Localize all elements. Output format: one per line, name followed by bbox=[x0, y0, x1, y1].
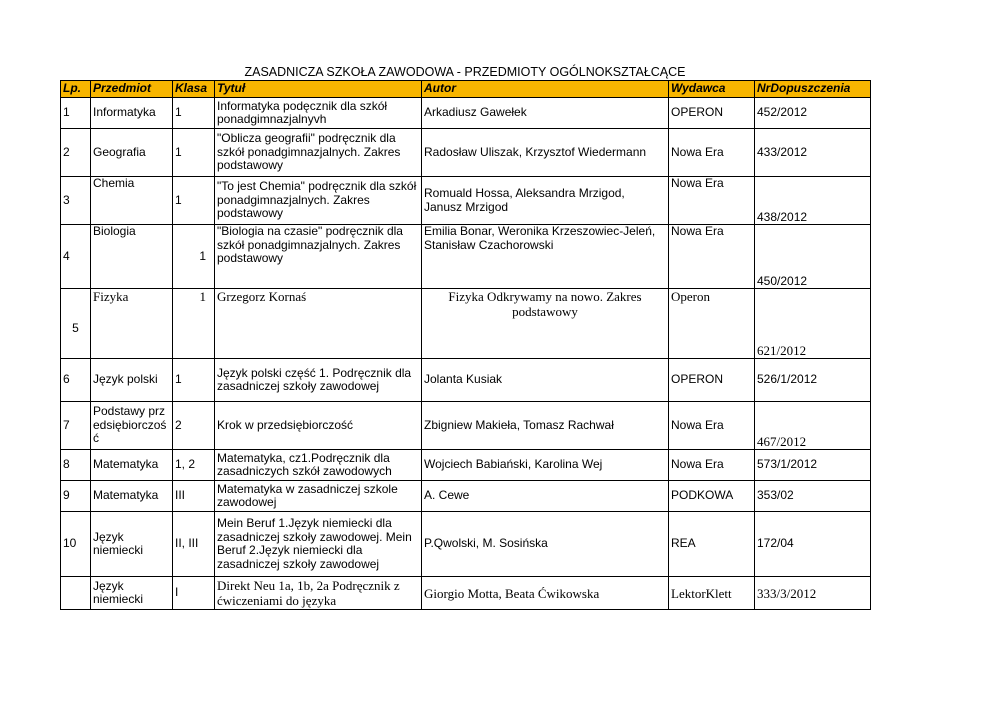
table-row bbox=[61, 450, 871, 481]
cell-wydawca: REA bbox=[669, 512, 755, 577]
header-wydawca: Wydawca bbox=[669, 81, 755, 98]
cell-tytul: "Biologia na czasie" podręcznik dla szkół ponadgimnazjalnych. Zakres podstawowy bbox=[215, 225, 422, 289]
cell-autor: Arkadiusz Gawełek bbox=[422, 98, 669, 129]
cell-nr: 172/04 bbox=[755, 512, 871, 577]
textbook-table bbox=[60, 80, 871, 610]
cell-autor: Jolanta Kusiak bbox=[422, 359, 669, 402]
cell-tytul: Mein Beruf 1.Język niemiecki dla zasadniczej szkoły zawodowej. Mein Beruf 2.Język niemiecki dla zasadniczej szkoły zawodowej bbox=[215, 512, 422, 577]
table-row bbox=[61, 225, 871, 289]
cell-nr: 452/2012 bbox=[755, 98, 871, 129]
table-row bbox=[61, 98, 871, 129]
cell-klasa: III bbox=[173, 481, 215, 512]
cell-przedmiot: Język polski bbox=[91, 359, 173, 402]
cell-autor: P.Qwolski, M. Sosińska bbox=[422, 512, 669, 577]
table-row bbox=[61, 512, 871, 577]
cell-klasa: 1 bbox=[173, 177, 215, 225]
cell-przedmiot: Matematyka bbox=[91, 481, 173, 512]
cell-tytul: Matematyka, cz1.Podręcznik dla zasadniczych szkół zawodowych bbox=[215, 450, 422, 481]
document-title: ZASADNICZA SZKOŁA ZAWODOWA - PRZEDMIOTY OGÓLNOKSZTAŁCĄCE bbox=[244, 65, 686, 79]
cell-tytul: Grzegorz Kornaś bbox=[215, 289, 422, 359]
cell-wydawca: Nowa Era bbox=[669, 177, 755, 225]
header-row bbox=[61, 81, 871, 98]
header-nr: NrDopuszczenia bbox=[755, 81, 871, 98]
cell-tytul: Język polski część 1. Podręcznik dla zasadniczej szkoły zawodowej bbox=[215, 359, 422, 402]
cell-wydawca: Nowa Era bbox=[669, 402, 755, 450]
table-row bbox=[61, 289, 871, 359]
cell-nr: 467/2012 bbox=[755, 402, 871, 450]
cell-wydawca: Operon bbox=[669, 289, 755, 359]
cell-przedmiot: Matematyka bbox=[91, 450, 173, 481]
cell-lp: 4 bbox=[61, 225, 91, 289]
table-row bbox=[61, 177, 871, 225]
cell-klasa: 1, 2 bbox=[173, 450, 215, 481]
cell-przedmiot: Język niemiecki bbox=[91, 512, 173, 577]
cell-klasa: 1 bbox=[173, 359, 215, 402]
header-przedmiot: Przedmiot bbox=[91, 81, 173, 98]
cell-lp: 8 bbox=[61, 450, 91, 481]
cell-klasa: I bbox=[173, 577, 215, 610]
cell-wydawca: Nowa Era bbox=[669, 450, 755, 481]
cell-wydawca: Nowa Era bbox=[669, 129, 755, 177]
cell-klasa: 1 bbox=[173, 289, 215, 359]
cell-tytul: "Oblicza geografii" podręcznik dla szkół ponadgimnazjalnych. Zakres podstawowy bbox=[215, 129, 422, 177]
cell-autor: Radosław Uliszak, Krzysztof Wiedermann bbox=[422, 129, 669, 177]
cell-klasa: II, III bbox=[173, 512, 215, 577]
cell-nr: 353/02 bbox=[755, 481, 871, 512]
cell-lp: 3 bbox=[61, 177, 91, 225]
cell-lp: 2 bbox=[61, 129, 91, 177]
cell-tytul: Krok w przedsiębiorczość bbox=[215, 402, 422, 450]
cell-wydawca: PODKOWA bbox=[669, 481, 755, 512]
cell-lp: 9 bbox=[61, 481, 91, 512]
cell-autor: Giorgio Motta, Beata Ćwikowska bbox=[422, 577, 669, 610]
cell-tytul: Informatyka podęcznik dla szkół ponadgimnazjalnyvh bbox=[215, 98, 422, 129]
cell-wydawca: OPERON bbox=[669, 359, 755, 402]
cell-przedmiot: Podstawy przedsiębiorczość bbox=[91, 402, 173, 450]
cell-lp: 6 bbox=[61, 359, 91, 402]
table-row bbox=[61, 481, 871, 512]
cell-przedmiot: Geografia bbox=[91, 129, 173, 177]
cell-autor: A. Cewe bbox=[422, 481, 669, 512]
cell-przedmiot: Chemia bbox=[91, 177, 173, 225]
cell-nr: 438/2012 bbox=[755, 177, 871, 225]
cell-tytul: Matematyka w zasadniczej szkole zawodowej bbox=[215, 481, 422, 512]
cell-klasa: 2 bbox=[173, 402, 215, 450]
cell-nr: 621/2012 bbox=[755, 289, 871, 359]
table-row bbox=[61, 359, 871, 402]
cell-autor: Zbigniew Makieła, Tomasz Rachwał bbox=[422, 402, 669, 450]
cell-autor: Fizyka Odkrywamy na nowo. Zakres podstawowy bbox=[422, 289, 669, 359]
cell-lp: 5 bbox=[61, 289, 91, 359]
cell-nr: 573/1/2012 bbox=[755, 450, 871, 481]
cell-autor: Wojciech Babiański, Karolina Wej bbox=[422, 450, 669, 481]
cell-nr: 433/2012 bbox=[755, 129, 871, 177]
table-row bbox=[61, 577, 871, 610]
cell-wydawca: LektorKlett bbox=[669, 577, 755, 610]
cell-nr: 333/3/2012 bbox=[755, 577, 871, 610]
cell-nr: 526/1/2012 bbox=[755, 359, 871, 402]
cell-klasa: 1 bbox=[173, 129, 215, 177]
cell-klasa: 1 bbox=[173, 98, 215, 129]
cell-przedmiot: Informatyka bbox=[91, 98, 173, 129]
cell-przedmiot: Język niemiecki bbox=[91, 577, 173, 610]
table-row bbox=[61, 402, 871, 450]
cell-tytul: Direkt Neu 1a, 1b, 2a Podręcznik z ćwiczeniami do języka bbox=[215, 577, 422, 610]
cell-przedmiot: Biologia bbox=[91, 225, 173, 289]
cell-autor: Romuald Hossa, Aleksandra Mrzigod, Janusz Mrzigod bbox=[422, 177, 669, 225]
cell-lp: 7 bbox=[61, 402, 91, 450]
cell-lp: 1 bbox=[61, 98, 91, 129]
cell-tytul: "To jest Chemia" podręcznik dla szkół ponadgimnazjalnych. Zakres podstawowy bbox=[215, 177, 422, 225]
cell-wydawca: OPERON bbox=[669, 98, 755, 129]
cell-nr: 450/2012 bbox=[755, 225, 871, 289]
cell-lp: 10 bbox=[61, 512, 91, 577]
cell-lp bbox=[61, 577, 91, 610]
cell-klasa: 1 bbox=[173, 225, 215, 289]
header-klasa: Klasa bbox=[173, 81, 215, 98]
header-tytul: Tytuł bbox=[215, 81, 422, 98]
cell-wydawca: Nowa Era bbox=[669, 225, 755, 289]
cell-przedmiot: Fizyka bbox=[91, 289, 173, 359]
cell-autor: Emilia Bonar, Weronika Krzeszowiec-Jeleń, Stanisław Czachorowski bbox=[422, 225, 669, 289]
table-row bbox=[61, 129, 871, 177]
header-autor: Autor bbox=[422, 81, 669, 98]
header-lp: Lp. bbox=[61, 81, 91, 98]
